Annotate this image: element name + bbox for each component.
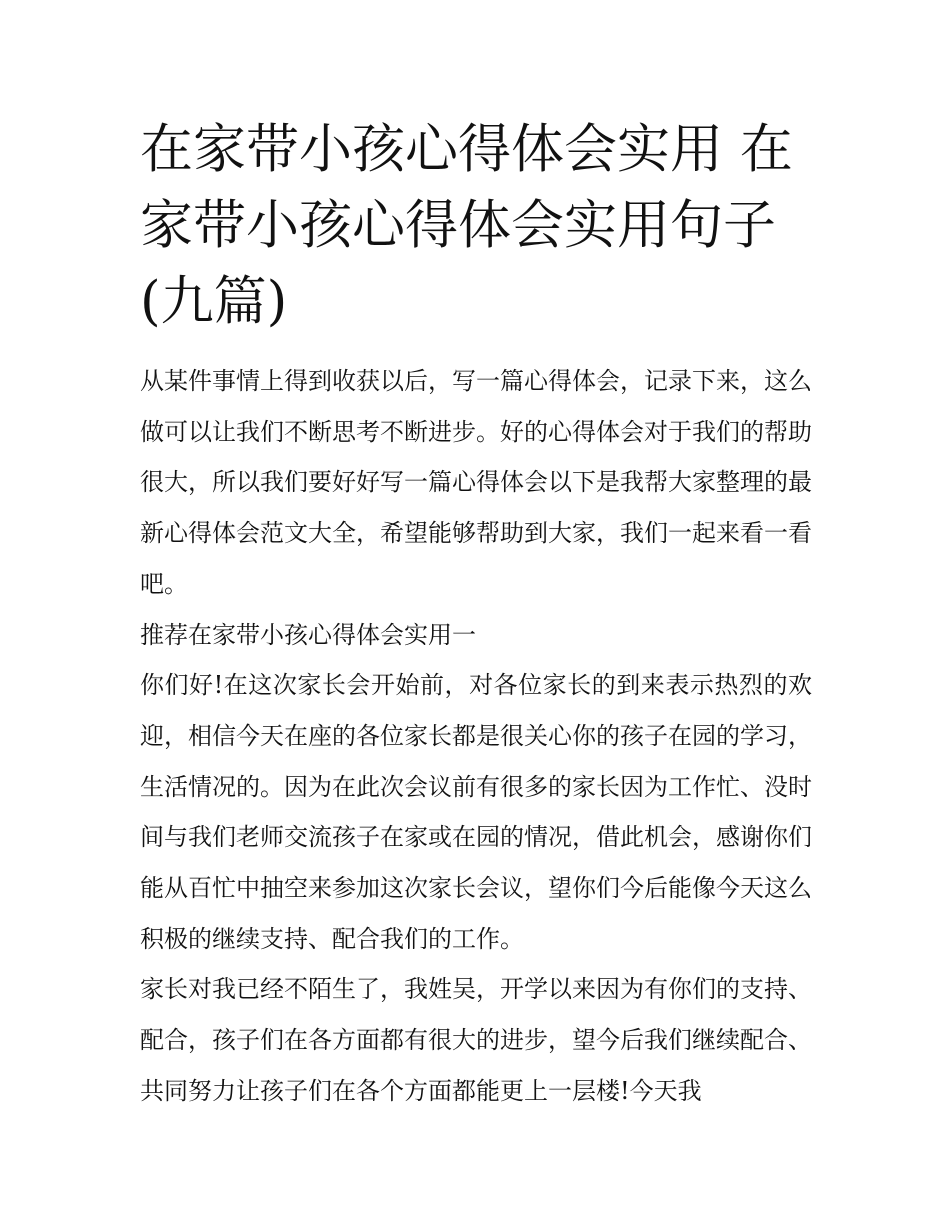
body-paragraph: 你们好!在这次家长会开始前，对各位家长的到来表示热烈的欢迎，相信今天在座的各位家长都是很关心你的孩子在园的学习，生活情况的。因为在此次会议前有很多的家长因为工作忙、没时间与我们老师交流孩子在家或在园的情况，借此机会，感谢你们能从百忙中抽空来参加这次家长会议，望你们今后能像今天这么积极的继续支持、配合我们的工作。: [140, 671, 812, 953]
intro-paragraph: 从某件事情上得到收获以后，写一篇心得体会，记录下来，这么做可以让我们不断思考不断进步。好的心得体会对于我们的帮助很大，所以我们要好好写一篇心得体会以下是我帮大家整理的最新心得体会范文大全，希望能够帮助到大家，我们一起来看一看吧。: [140, 367, 812, 598]
body-paragraph: 家长对我已经不陌生了，我姓吴，开学以来因为有你们的支持、配合，孩子们在各方面都有很大的进步，望今后我们继续配合、共同努力让孩子们在各个方面都能更上一层楼!今天我: [140, 975, 812, 1105]
section-heading: 推荐在家带小孩心得体会实用一: [140, 620, 476, 649]
document-title: 在家带小孩心得体会实用 在家带小孩心得体会实用句子(九篇): [140, 119, 793, 332]
document-body: [140, 356, 812, 1117]
